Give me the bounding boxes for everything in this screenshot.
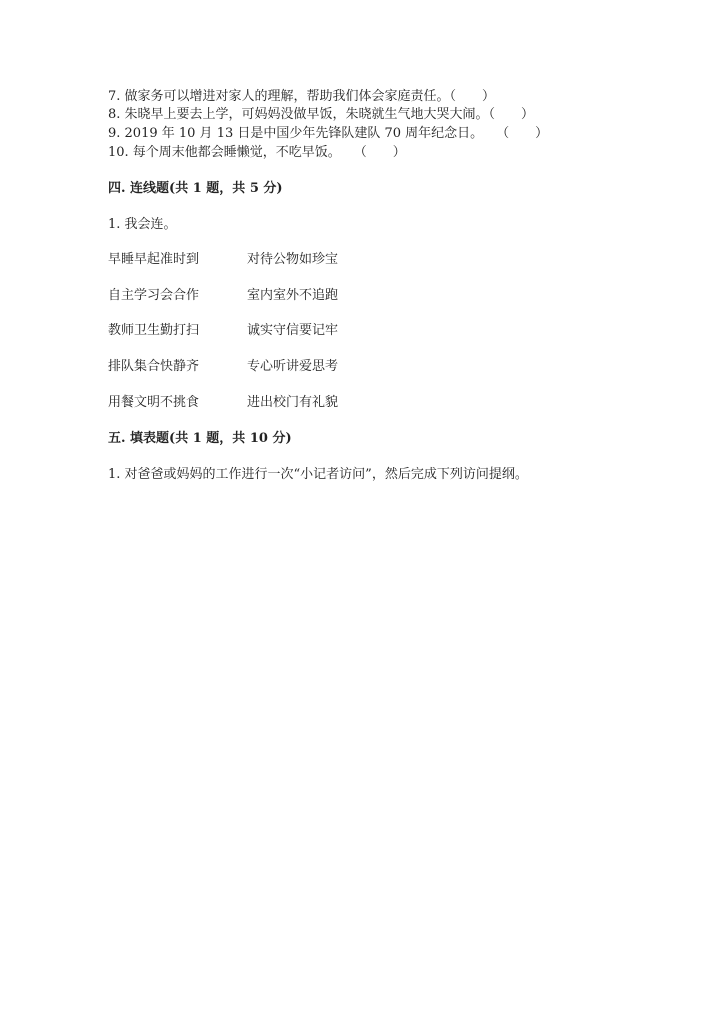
- match-right-item: 对待公物如珍宝: [247, 252, 339, 267]
- match-right-item: 诚实守信要记牢: [247, 323, 339, 338]
- judgement-item-9: 9. 2019 年 10 月 13 日是中国少年先锋队建队 70 周年纪念日。 （ ）: [108, 126, 549, 141]
- section5-question: 1. 对爸爸或妈妈的工作进行一次“小记者访问”，然后完成下列访问提纲。: [108, 467, 528, 482]
- match-left-item: 排队集合快静齐: [108, 359, 200, 374]
- section4-heading: 四. 连线题(共 1 题，共 5 分): [108, 181, 283, 196]
- match-left-item: 自主学习会合作: [108, 288, 200, 303]
- match-right-item: 室内室外不追跑: [247, 288, 339, 303]
- judgement-item-8: 8. 朱晓早上要去上学，可妈妈没做早饭，朱晓就生气地大哭大闹。（ ）: [108, 107, 535, 122]
- judgement-item-10: 10. 每个周末他都会睡懒觉，不吃早饭。 （ ）: [108, 145, 406, 160]
- section5-heading: 五. 填表题(共 1 题，共 10 分): [108, 431, 292, 446]
- match-left-item: 用餐文明不挑食: [108, 395, 200, 410]
- section4-question: 1. 我会连。: [108, 217, 177, 232]
- match-right-item: 进出校门有礼貌: [247, 395, 339, 410]
- judgement-item-7: 7. 做家务可以增进对家人的理解，帮助我们体会家庭责任。（ ）: [108, 89, 496, 104]
- match-left-item: 早睡早起准时到: [108, 252, 200, 267]
- match-left-item: 教师卫生勤打扫: [108, 323, 200, 338]
- match-right-item: 专心听讲爱思考: [247, 359, 339, 374]
